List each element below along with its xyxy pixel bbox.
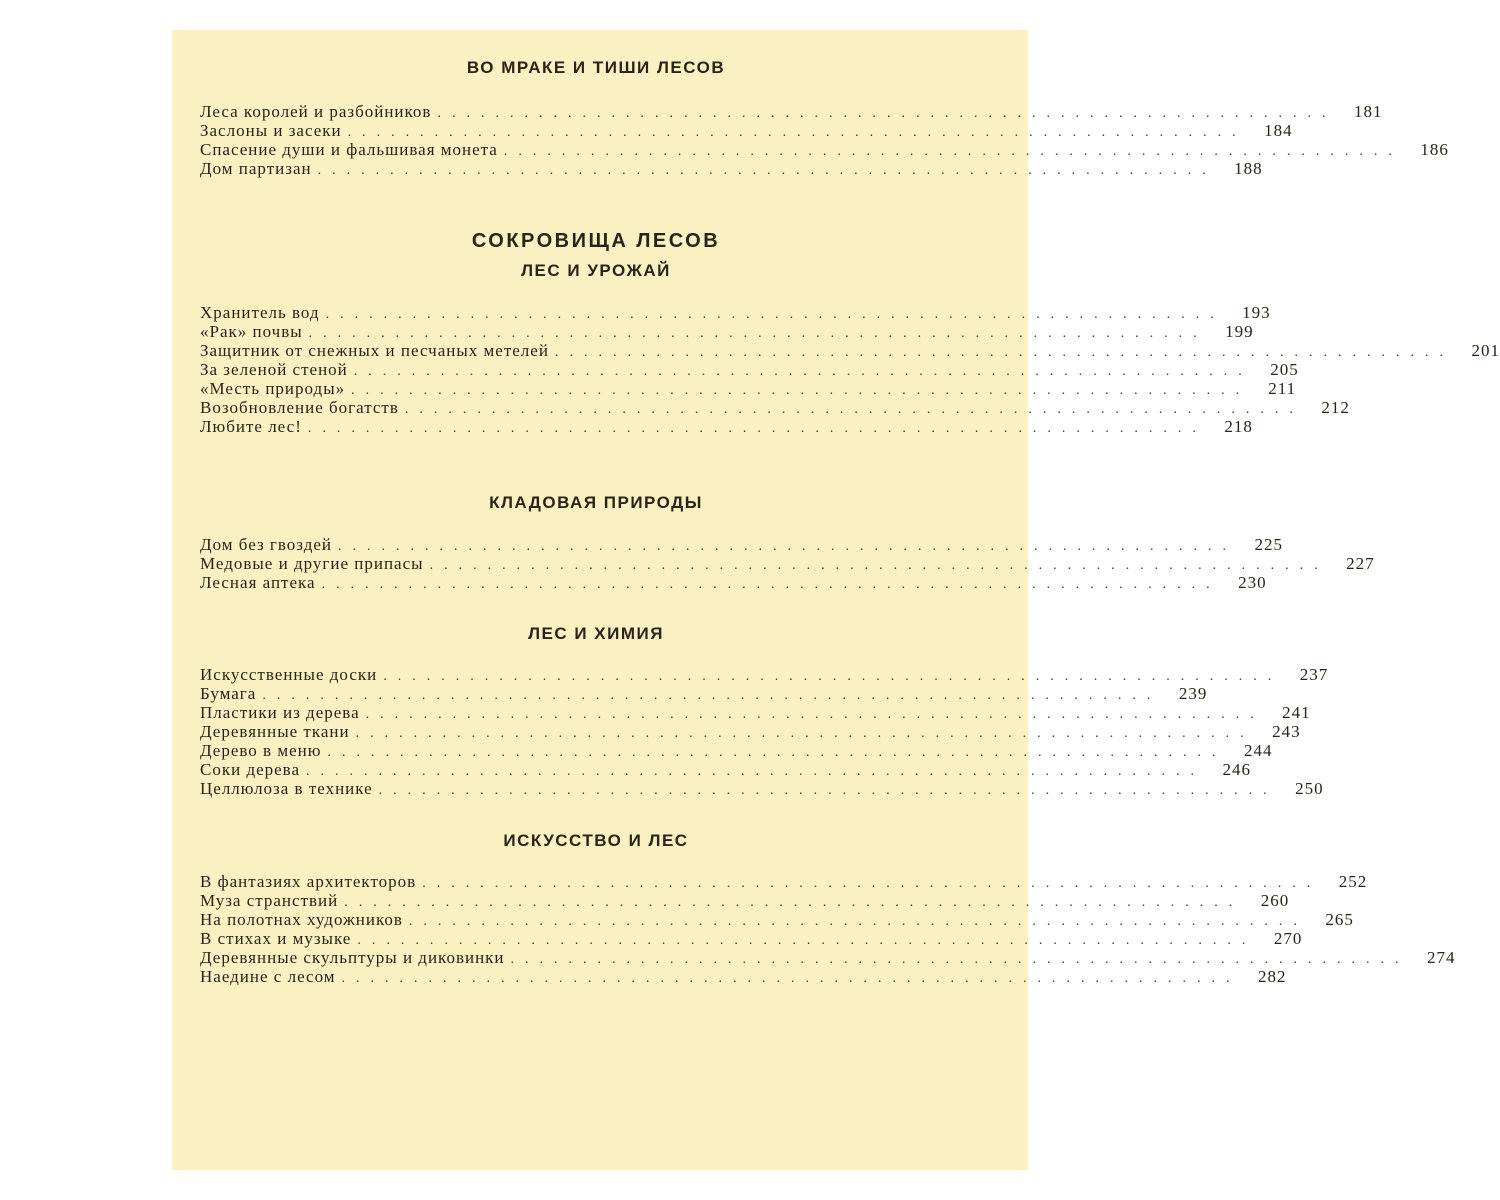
toc-entry-page: 212 [1321,398,1350,417]
dot-leader: .............................................................. [347,125,1247,140]
toc-entry-page: 199 [1225,322,1254,341]
toc-entry [200,741,1273,760]
dot-leader: .............................................................. [429,558,1329,573]
toc-entry-title: Леса королей и разбойников [200,102,432,121]
toc-entry [200,722,1301,741]
toc-section-art-and-forest [200,831,1456,986]
toc-list [200,535,1375,592]
toc-entry [200,322,1254,341]
toc-entry [200,779,1324,798]
toc-entry-page: 184 [1264,121,1293,140]
toc-section-forest-and-harvest [200,230,1500,436]
toc-entry-title: Бумага [200,684,257,703]
toc-entry-page: 282 [1258,967,1287,986]
toc-entry-page: 225 [1254,535,1284,554]
toc-entry [200,121,1293,140]
toc-entry-title: На полотнах художников [200,910,403,929]
dot-leader: .............................................................. [338,539,1238,554]
toc-entry-title: Деревянные ткани [200,722,350,741]
toc-entry-page: 193 [1242,303,1271,322]
toc-entry-page: 211 [1268,379,1297,398]
toc-entry [200,872,1368,891]
toc-entry-page: 243 [1272,722,1301,741]
toc-section-nature-pantry [200,493,1375,592]
toc-entry-title: Наедине с лесом [200,967,336,986]
toc-entry-title: Хранитель вод [200,303,320,322]
dot-leader: .............................................................. [383,669,1283,684]
toc-entry-page: 227 [1346,554,1375,573]
toc-entry-page: 218 [1224,417,1253,436]
toc-entry [200,967,1287,986]
toc-entry-title: Лесная аптека [200,573,316,592]
toc-entry-page: 250 [1295,779,1324,798]
toc-entry-title: Спасение души и фальшивая монета [200,140,498,159]
toc-entry-page: 201 [1471,341,1500,360]
toc-entry [200,140,1449,159]
dot-leader: .............................................................. [355,726,1255,741]
book-page [172,30,1500,1170]
toc-entry-page: 270 [1273,929,1303,948]
toc-entry-title: Муза странствий [200,891,339,910]
toc-entry-page: 205 [1270,360,1299,379]
dot-leader: .............................................................. [306,764,1206,779]
toc-entry-page: 265 [1325,910,1354,929]
toc-entry-title: Целлюлоза в технике [200,779,373,798]
section-heading: ИСКУССТВО И ЛЕС [503,831,689,850]
dot-leader: .............................................................. [422,876,1322,891]
toc-entry-title: В стихах и музыке [200,929,352,948]
dot-leader: .............................................................. [308,326,1208,341]
toc-entry [200,102,1383,121]
section-heading: ЛЕС И ХИМИЯ [528,624,664,643]
toc-entry [200,159,1263,178]
toc-list [200,872,1456,986]
toc-entry-title: Дерево в меню [200,741,322,760]
dot-leader: .............................................................. [365,707,1265,722]
dot-leader: .............................................................. [510,952,1410,967]
toc-entry [200,910,1354,929]
toc-entry-page: 246 [1222,760,1252,779]
toc-entry [200,341,1500,360]
dot-leader: .............................................................. [353,364,1253,379]
toc-list [200,102,1449,178]
toc-entry [200,891,1290,910]
toc-entry-page: 237 [1299,665,1329,684]
toc-list [200,665,1329,798]
toc-entry [200,665,1329,684]
toc-entry-title: Соки дерева [200,760,301,779]
dot-leader: .............................................................. [554,345,1454,360]
toc-entry [200,573,1267,592]
toc-entry-title: Искусственные доски [200,665,378,684]
toc-entry [200,760,1252,779]
dot-leader: .............................................................. [262,688,1162,703]
toc-entry-page: 252 [1338,872,1368,891]
dot-leader: .............................................................. [351,383,1251,398]
dot-leader: .............................................................. [327,745,1227,760]
toc-entry-title: В фантазиях архитекторов [200,872,417,891]
toc-entry-title: Заслоны и засеки [200,121,342,140]
toc-section-forest-darkness [200,58,1449,178]
dot-leader: .............................................................. [357,933,1257,948]
toc-entry-title: Деревянные скульптуры и диковинки [200,948,505,967]
toc-entry-page: 181 [1353,102,1383,121]
section-heading: КЛАДОВАЯ ПРИРОДЫ [489,493,703,512]
toc-entry-title: «Месть природы» [200,379,346,398]
toc-entry-title: Любите лес! [200,417,302,436]
toc-entry-page: 230 [1238,573,1267,592]
dot-leader: .............................................................. [344,895,1244,910]
toc-entry-title: Дом без гвоздей [200,535,333,554]
toc-entry [200,948,1456,967]
dot-leader: .............................................................. [325,307,1225,322]
toc-section-forest-and-chemistry [200,624,1329,798]
toc-entry [200,703,1311,722]
section-heading: ЛЕС И УРОЖАЙ [521,261,671,280]
toc-entry-title: Дом партизан [200,159,312,178]
dot-leader: .............................................................. [404,402,1304,417]
toc-entry [200,554,1375,573]
toc-entry [200,360,1299,379]
toc-entry-title: Защитник от снежных и песчаных метелей [200,341,549,360]
toc-entry-title: Пластики из дерева [200,703,360,722]
toc-entry-title: Медовые и другие припасы [200,554,424,573]
toc-entry-title: Возобновление богатств [200,398,399,417]
dot-leader: .............................................................. [408,914,1308,929]
part-heading: СОКРОВИЩА ЛЕСОВ [471,230,721,252]
toc-entry-page: 186 [1420,140,1449,159]
dot-leader: .............................................................. [321,577,1221,592]
dot-leader: .............................................................. [437,106,1337,121]
toc-entry-page: 188 [1234,159,1263,178]
toc-entry [200,417,1253,436]
toc-entry-page: 244 [1243,741,1273,760]
toc-entry-page: 260 [1260,891,1290,910]
toc-entry-title: За зеленой стеной [200,360,348,379]
toc-entry-page: 239 [1178,684,1208,703]
dot-leader: .............................................................. [341,971,1241,986]
toc-entry-title: «Рак» почвы [200,322,303,341]
toc-entry-page: 274 [1427,948,1456,967]
dot-leader: .............................................................. [503,144,1403,159]
toc-entry-page: 241 [1282,703,1311,722]
toc-entry [200,535,1284,554]
toc-entry [200,929,1303,948]
toc-entry [200,398,1350,417]
toc-entry [200,303,1271,322]
dot-leader: .............................................................. [307,421,1207,436]
toc-list [200,303,1500,436]
toc-entry [200,379,1297,398]
dot-leader: .............................................................. [378,783,1278,798]
dot-leader: .............................................................. [317,163,1217,178]
section-heading: ВО МРАКЕ И ТИШИ ЛЕСОВ [466,58,726,77]
toc-entry [200,684,1208,703]
